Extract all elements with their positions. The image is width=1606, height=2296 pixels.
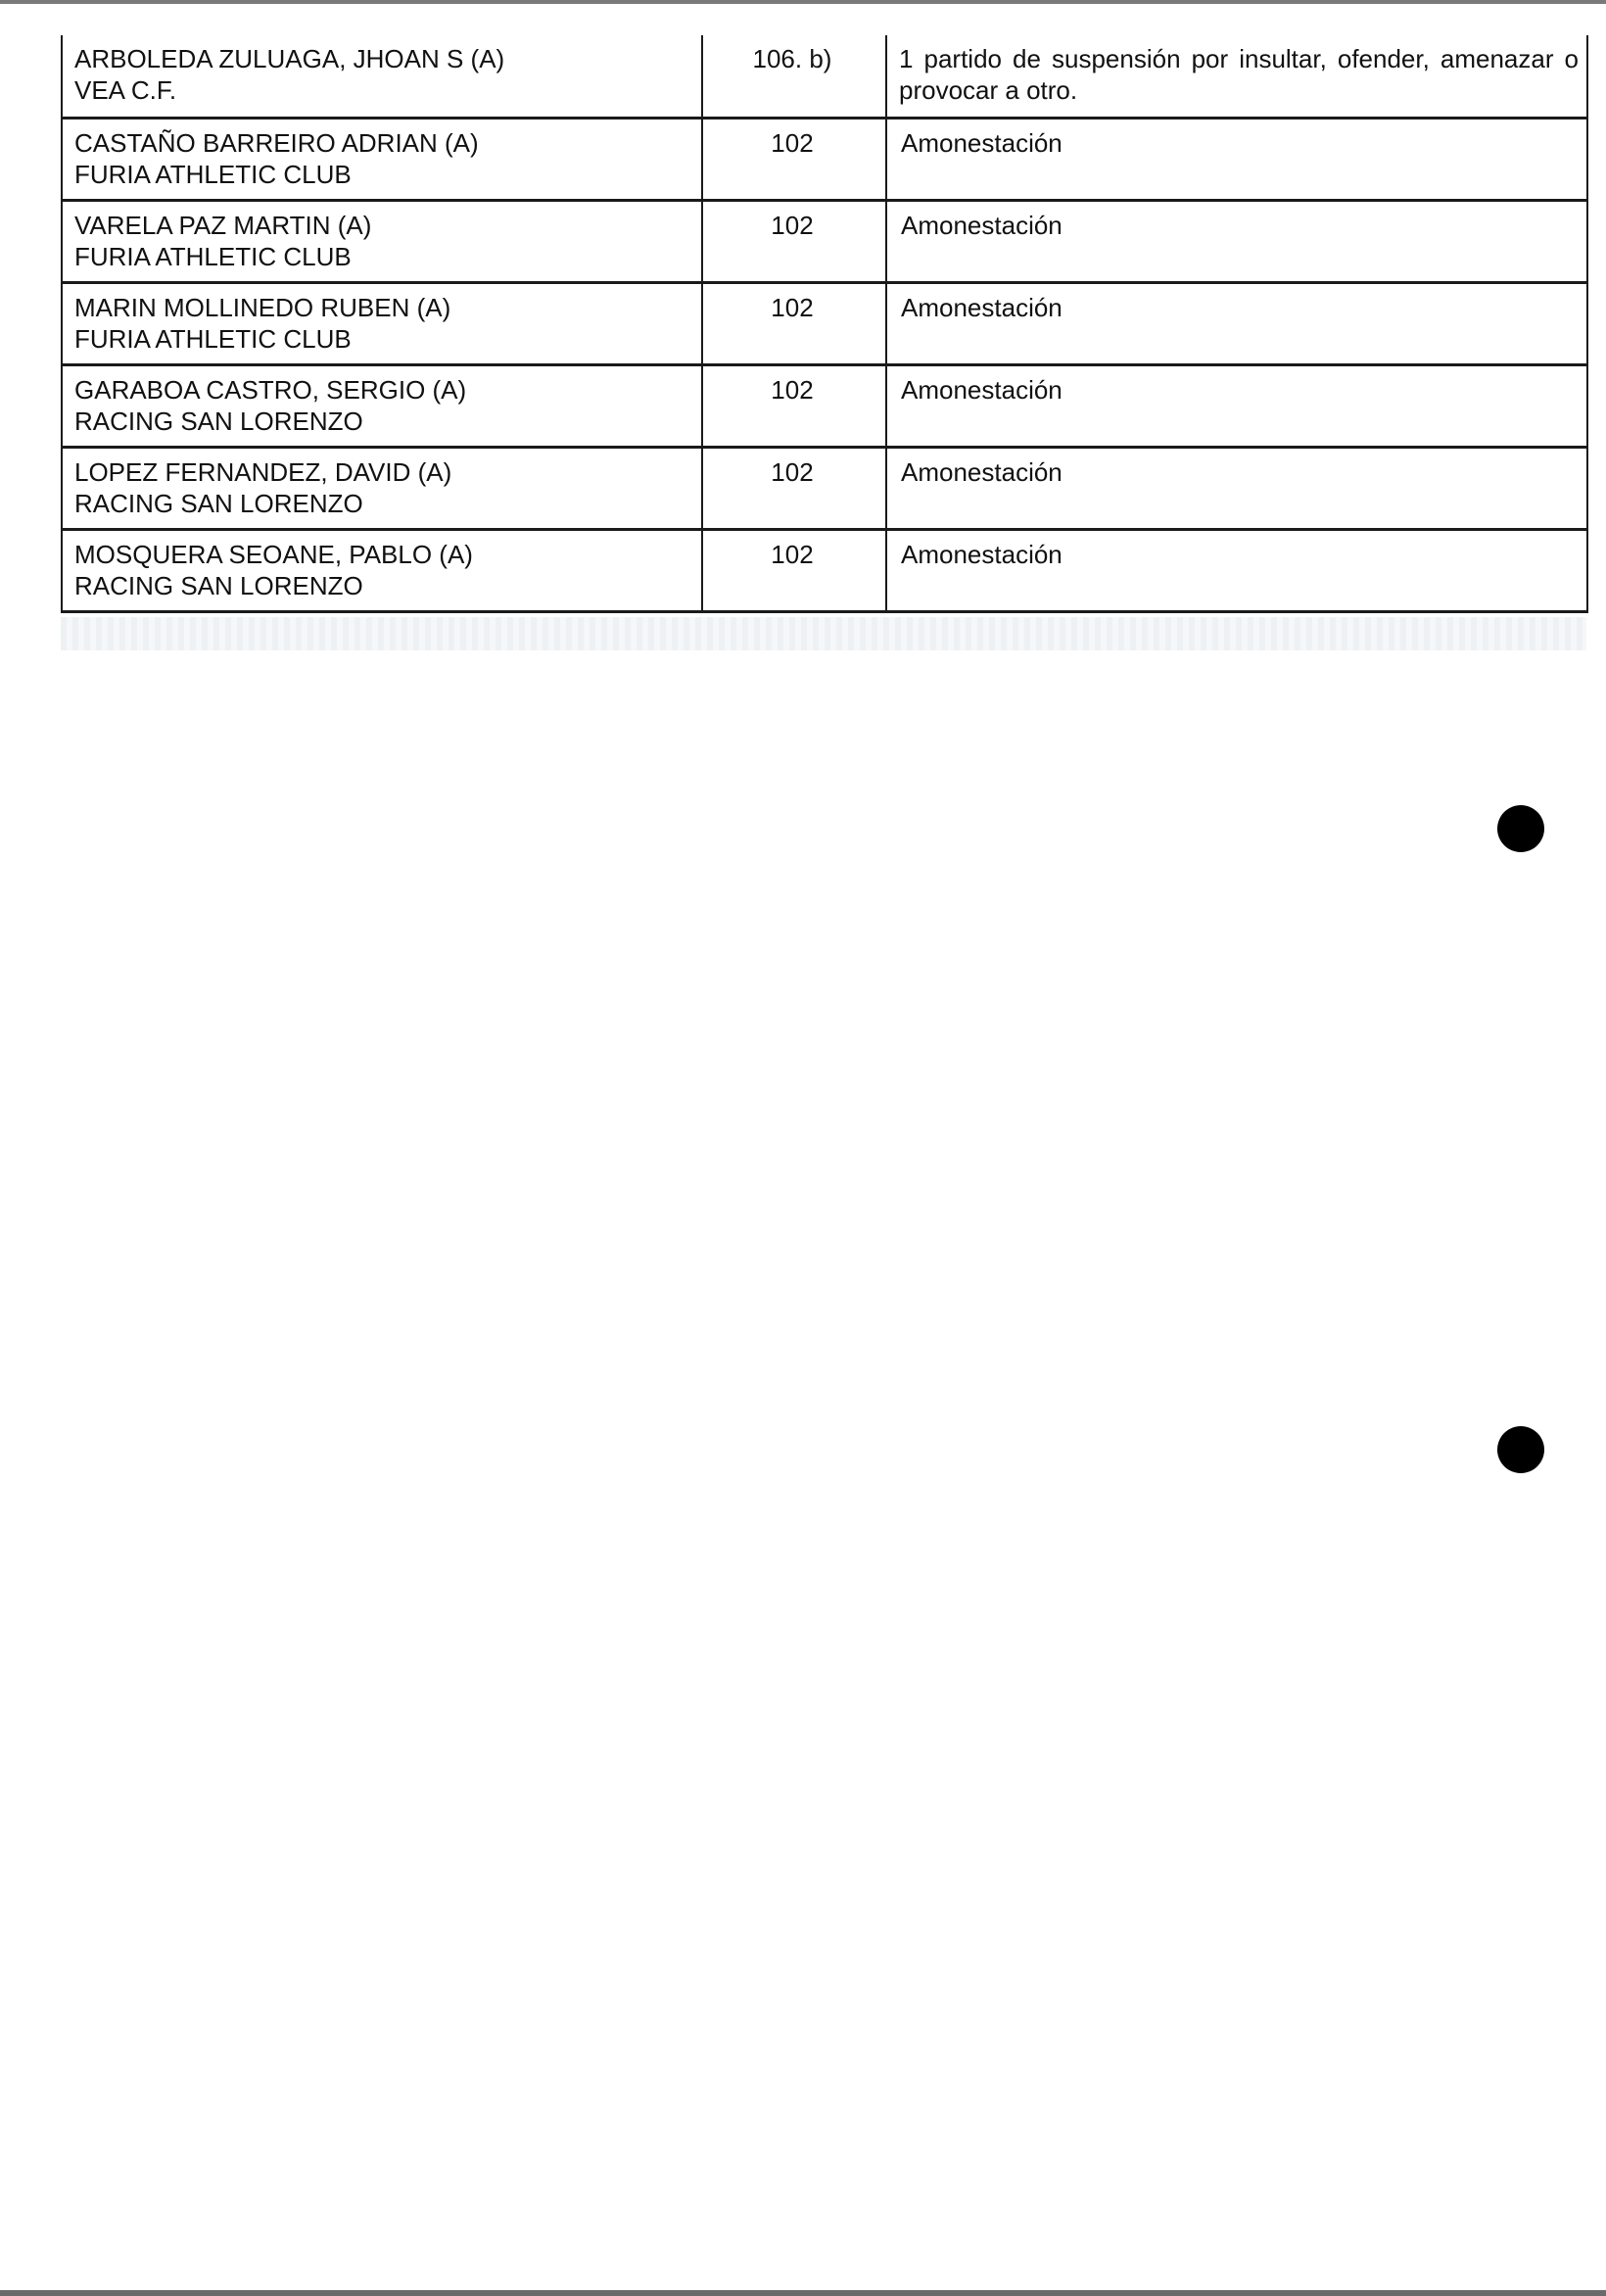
club-name: FURIA ATHLETIC CLUB	[74, 159, 352, 189]
player-name: VARELA PAZ MARTIN (A)	[74, 210, 372, 240]
sanction-text: Amonestación	[901, 456, 1063, 487]
club-name: VEA C.F.	[74, 75, 177, 105]
scan-top-edge	[0, 0, 1606, 4]
player-name: MARIN MOLLINEDO RUBEN (A)	[74, 292, 451, 322]
sanction-text: Amonestación	[901, 292, 1063, 322]
table-row	[62, 529, 1587, 611]
player-cell	[62, 529, 702, 611]
table-row	[62, 200, 1587, 282]
sanction-text: Amonestación	[901, 127, 1063, 158]
sanction-cell	[886, 282, 1587, 364]
sanctions-table	[61, 35, 1588, 613]
player-name: CASTAÑO BARREIRO ADRIAN (A)	[74, 127, 479, 158]
sanction-text: Amonestación	[901, 210, 1063, 240]
article-cell: 106. b)	[702, 35, 886, 118]
article-cell: 102	[702, 447, 886, 529]
table-row	[62, 282, 1587, 364]
sanction-cell	[886, 35, 1587, 118]
sanction-text: Amonestación	[901, 539, 1063, 569]
player-cell	[62, 282, 702, 364]
sanction-text: 1 partido de suspensión por insultar, ofender, amenazar o provocar a otro.	[899, 44, 1579, 105]
player-cell	[62, 200, 702, 282]
scan-artifact-band	[61, 617, 1586, 650]
sanction-cell	[886, 118, 1587, 200]
player-name: GARABOA CASTRO, SERGIO (A)	[74, 374, 467, 405]
club-name: RACING SAN LORENZO	[74, 570, 363, 600]
punch-hole-icon	[1497, 805, 1544, 852]
table-row	[62, 447, 1587, 529]
player-cell	[62, 35, 702, 118]
club-name: RACING SAN LORENZO	[74, 406, 363, 436]
article-cell: 102	[702, 200, 886, 282]
sanction-cell	[886, 447, 1587, 529]
player-name: ARBOLEDA ZULUAGA, JHOAN S (A)	[74, 44, 505, 73]
player-cell	[62, 447, 702, 529]
sanction-cell	[886, 200, 1587, 282]
sanction-cell	[886, 529, 1587, 611]
club-name: RACING SAN LORENZO	[74, 488, 363, 518]
article-cell: 102	[702, 529, 886, 611]
player-name: LOPEZ FERNANDEZ, DAVID (A)	[74, 456, 452, 487]
club-name: FURIA ATHLETIC CLUB	[74, 241, 352, 271]
punch-hole-icon	[1497, 1426, 1544, 1473]
sanction-cell	[886, 364, 1587, 447]
sanction-text: Amonestación	[901, 374, 1063, 405]
article-cell: 102	[702, 118, 886, 200]
table-row	[62, 35, 1587, 118]
player-cell	[62, 364, 702, 447]
player-name: MOSQUERA SEOANE, PABLO (A)	[74, 539, 473, 569]
player-cell	[62, 118, 702, 200]
scan-bottom-edge	[0, 2290, 1606, 2296]
table-row	[62, 364, 1587, 447]
club-name: FURIA ATHLETIC CLUB	[74, 323, 352, 354]
article-cell: 102	[702, 282, 886, 364]
table-row	[62, 118, 1587, 200]
article-cell: 102	[702, 364, 886, 447]
